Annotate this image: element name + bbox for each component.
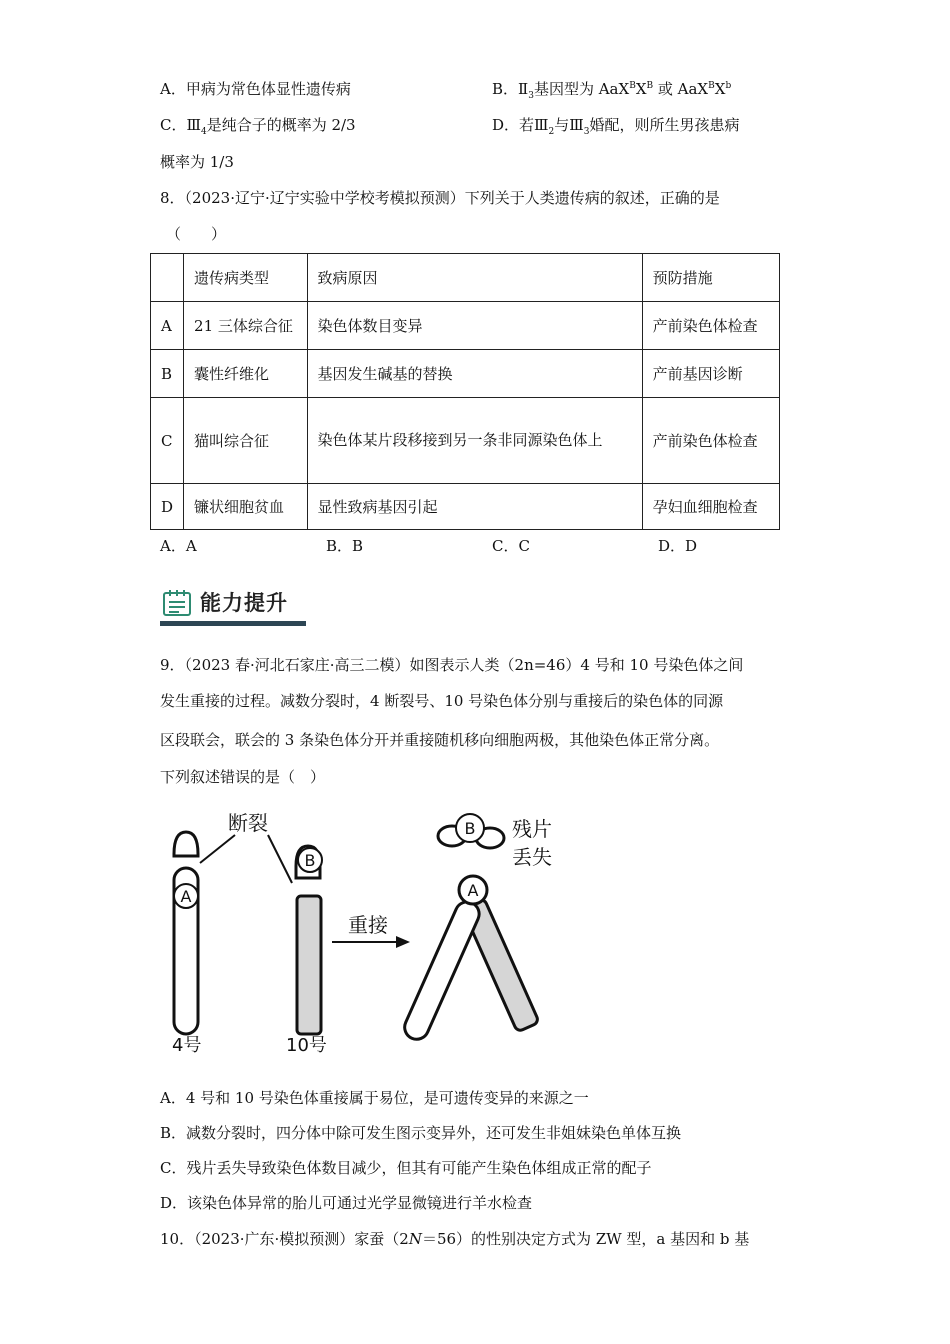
rejoin-label: 重接: [348, 913, 388, 937]
section-underline: [160, 621, 306, 626]
table-cell: D: [151, 484, 184, 530]
notepad-icon: [162, 589, 194, 621]
q7-option-d: D．若$Ⅲ_2$与$Ⅲ_3$婚配，则所生男孩患病: [492, 116, 740, 137]
table-cell: 显性致病基因引起: [307, 484, 642, 530]
table-row: [151, 398, 780, 484]
table-header-prevention: 预防措施: [642, 254, 779, 302]
q9-stem-line-4: 下列叙述错误的是（ ）: [160, 768, 326, 786]
break-label: 断裂: [228, 811, 268, 835]
q7-option-c: C．$Ⅲ_4$是纯合子的概率为 2/3: [160, 116, 356, 137]
centromere-a-4: A: [180, 887, 192, 906]
arrow-head-icon: [396, 936, 410, 948]
table-cell: 囊性纤维化: [184, 350, 307, 398]
q8-option-d: D．D: [658, 537, 698, 555]
table-cell: [151, 254, 184, 302]
label-chromosome-10: 10号: [286, 1035, 327, 1056]
chromosome-figure: [160, 808, 570, 1062]
table-cell: B: [151, 350, 184, 398]
table-cell: 产前染色体检查: [642, 398, 779, 484]
chromosome-4: [174, 832, 198, 1034]
table-cell: 基因发生碱基的替换: [307, 350, 642, 398]
q9-stem-line-3: 区段联会，联会的 3 条染色体分开并重接随机移向细胞两极，其他染色体正常分离。: [160, 731, 720, 749]
section-title: 能力提升: [200, 591, 288, 615]
table-header-type: 遗传病类型: [184, 254, 307, 302]
table-cell: 21 三体综合征: [184, 302, 307, 350]
q8-stem: 8．（2023·辽宁·辽宁实验中学校考模拟预测）下列关于人类遗传病的叙述，正确的是: [160, 189, 720, 207]
label-chromosome-4: 4号: [172, 1035, 202, 1056]
rejoined-a-mark: A: [467, 881, 479, 900]
q8-answer-paren: （ ）: [166, 225, 227, 243]
table-cell: 猫叫综合征: [184, 398, 307, 484]
q9-stem-line-1: 9．（2023 春·河北石家庄·高三二模）如图表示人类（2n=46）4 号和 10 号染色体之间: [160, 656, 744, 674]
table-cell: 产前基因诊断: [642, 350, 779, 398]
q7-option-d-continuation: 概率为 1/3: [160, 153, 234, 171]
table-cell: 染色体数目变异: [307, 302, 642, 350]
q9-option-a: A．4 号和 10 号染色体重接属于易位，是可遗传变异的来源之一: [160, 1089, 589, 1107]
rejoined-chromosome: [401, 876, 539, 1043]
q7-option-b: B．$Ⅱ_3$基因型为 $AaX^BX^B$ 或 $AaX^BX^b$: [492, 80, 732, 101]
table-header-cause: 致病原因: [307, 254, 642, 302]
section-heading: [160, 585, 306, 631]
chromosome-10: [296, 846, 322, 1034]
break-pointer-10: [268, 835, 292, 883]
table-cell: 孕妇血细胞检查: [642, 484, 779, 530]
q8-option-a: A．A: [160, 537, 197, 555]
table-cell: 染色体某片段移接到另一条非同源染色体上: [307, 398, 642, 484]
fragment-label-1: 残片: [512, 817, 552, 841]
q8-table: [150, 253, 780, 530]
table-row: [151, 350, 780, 398]
table-cell: 产前染色体检查: [642, 302, 779, 350]
table-header-row: [151, 254, 780, 302]
q9-option-b: B．减数分裂时，四分体中除可发生图示变异外，还可发生非姐妹染色单体互换: [160, 1124, 682, 1142]
centromere-b-10: B: [304, 851, 316, 870]
break-pointer-4: [200, 835, 235, 863]
fragment-b-mark: B: [464, 819, 476, 838]
table-cell: C: [151, 398, 184, 484]
q7-option-a: A．甲病为常色体显性遗传病: [160, 80, 351, 98]
q9-stem-line-2: 发生重接的过程。减数分裂时，4 断裂号、10 号染色体分别与重接后的染色体的同源: [160, 692, 724, 710]
lost-fragment: [438, 814, 504, 848]
table-cell: 镰状细胞贫血: [184, 484, 307, 530]
fragment-label-2: 丢失: [512, 845, 552, 869]
table-row: [151, 302, 780, 350]
q10-stem: 10．（2023·广东·模拟预测）家蚕（2N＝56）的性别决定方式为 ZW 型，a 基因和 b 基: [160, 1230, 750, 1248]
q8-option-b: B．B: [326, 537, 364, 555]
q8-option-c: C．C: [492, 537, 530, 555]
q9-option-d: D．该染色体异常的胎儿可通过光学显微镜进行羊水检查: [160, 1194, 533, 1212]
q9-option-c: C．残片丢失导致染色体数目减少，但其有可能产生染色体组成正常的配子: [160, 1159, 652, 1177]
table-row: [151, 484, 780, 530]
table-cell: A: [151, 302, 184, 350]
